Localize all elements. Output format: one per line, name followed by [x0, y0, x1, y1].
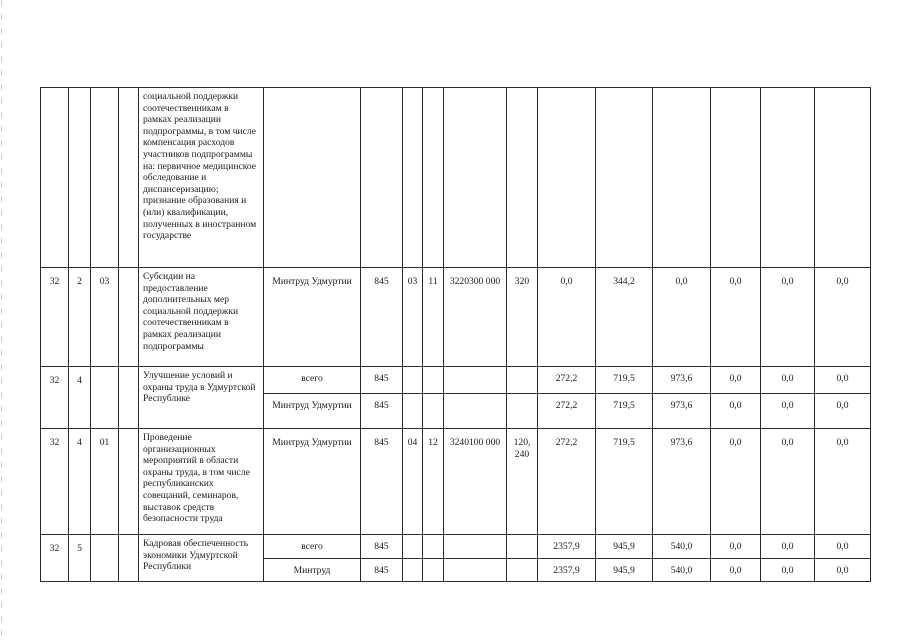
value-cell: 973,6 — [653, 367, 711, 394]
vr-code: 320 — [507, 268, 538, 367]
gp-code: 32 — [41, 429, 69, 535]
value-cell: 272,2 — [538, 394, 596, 429]
value-cell — [761, 88, 815, 268]
scan-edge-artifact — [1, 0, 2, 640]
vr-code — [507, 559, 538, 582]
description: Улучшение условий и охраны труда в Удмуртской Республике — [139, 367, 264, 429]
rz-code — [403, 394, 423, 429]
value-cell: 0,0 — [711, 535, 761, 559]
csr-code — [444, 535, 507, 559]
value-cell: 945,9 — [596, 559, 653, 582]
csr-code: 3240100 000 — [444, 429, 507, 535]
value-cell — [653, 88, 711, 268]
table-row — [41, 268, 871, 367]
pr-code: 12 — [423, 429, 444, 535]
grbs-code: 845 — [361, 394, 403, 429]
value-cell: 344,2 — [596, 268, 653, 367]
value-cell: 0,0 — [761, 559, 815, 582]
executor — [264, 88, 361, 268]
m-code — [119, 268, 139, 367]
table-row — [41, 535, 871, 559]
value-cell: 719,5 — [596, 429, 653, 535]
m-code — [119, 88, 139, 268]
value-cell: 0,0 — [653, 268, 711, 367]
grbs-code: 845 — [361, 268, 403, 367]
value-cell: 945,9 — [596, 535, 653, 559]
rz-code — [403, 535, 423, 559]
table-row — [41, 429, 871, 535]
pr-code — [423, 535, 444, 559]
om-code — [91, 88, 119, 268]
value-cell: 0,0 — [761, 394, 815, 429]
m-code — [119, 429, 139, 535]
value-cell — [538, 88, 596, 268]
value-cell: 0,0 — [761, 535, 815, 559]
value-cell: 0,0 — [815, 429, 871, 535]
gp-code — [41, 88, 69, 268]
csr-code — [444, 367, 507, 394]
executor: всего — [264, 535, 361, 559]
value-cell: 0,0 — [711, 268, 761, 367]
value-cell: 2357,9 — [538, 535, 596, 559]
value-cell: 0,0 — [761, 268, 815, 367]
value-cell: 973,6 — [653, 429, 711, 535]
vr-code — [507, 367, 538, 394]
value-cell: 0,0 — [711, 429, 761, 535]
value-cell: 0,0 — [538, 268, 596, 367]
gp-code: 32 — [41, 268, 69, 367]
pr-code — [423, 367, 444, 394]
grbs-code — [361, 88, 403, 268]
value-cell: 0,0 — [711, 367, 761, 394]
description: Проведение организационных мероприятий в области охраны труда, в том числе республиканских совещаний, семинаров, выставок средств безопасности труда — [139, 429, 264, 535]
pr-code — [423, 559, 444, 582]
grbs-code: 845 — [361, 429, 403, 535]
csr-code — [444, 88, 507, 268]
value-cell: 540,0 — [653, 535, 711, 559]
value-cell — [815, 88, 871, 268]
csr-code — [444, 394, 507, 429]
pp-code: 5 — [69, 535, 91, 582]
pr-code — [423, 88, 444, 268]
om-code — [91, 535, 119, 582]
value-cell: 0,0 — [711, 559, 761, 582]
grbs-code: 845 — [361, 559, 403, 582]
grbs-code: 845 — [361, 535, 403, 559]
value-cell: 0,0 — [761, 429, 815, 535]
executor: Минтруд Удмуртии — [264, 429, 361, 535]
value-cell: 0,0 — [815, 268, 871, 367]
rz-code — [403, 367, 423, 394]
pr-code — [423, 394, 444, 429]
executor: Минтруд — [264, 559, 361, 582]
value-cell: 272,2 — [538, 367, 596, 394]
vr-code — [507, 535, 538, 559]
rz-code: 03 — [403, 268, 423, 367]
value-cell: 973,6 — [653, 394, 711, 429]
description: Субсидии на предоставление дополнительных мер социальной поддержки соотечественникам в рамках реализации подпрограммы — [139, 268, 264, 367]
grbs-code: 845 — [361, 367, 403, 394]
table-row — [41, 88, 871, 268]
value-cell: 0,0 — [815, 535, 871, 559]
value-cell — [711, 88, 761, 268]
budget-table — [40, 87, 871, 582]
om-code: 01 — [91, 429, 119, 535]
csr-code — [444, 559, 507, 582]
table-row — [41, 367, 871, 394]
value-cell: 2357,9 — [538, 559, 596, 582]
executor: всего — [264, 367, 361, 394]
value-cell: 719,5 — [596, 367, 653, 394]
description: Кадровая обеспеченность экономики Удмуртской Республики — [139, 535, 264, 582]
description: социальной поддержки соотечественникам в рамках реализации подпрограммы, в том числе компенсация расходов участников подпрограммы на: первичное медицинское обследование и диспансеризацию; признание образования и (или) квалификации, полученных в иностранном государстве — [139, 88, 264, 268]
rz-code — [403, 88, 423, 268]
vr-code — [507, 88, 538, 268]
value-cell: 0,0 — [761, 367, 815, 394]
value-cell: 540,0 — [653, 559, 711, 582]
executor: Минтруд Удмуртии — [264, 394, 361, 429]
rz-code: 04 — [403, 429, 423, 535]
m-code — [119, 367, 139, 429]
pr-code: 11 — [423, 268, 444, 367]
om-code — [91, 367, 119, 429]
gp-code: 32 — [41, 535, 69, 582]
value-cell — [596, 88, 653, 268]
m-code — [119, 535, 139, 582]
value-cell: 0,0 — [815, 559, 871, 582]
rz-code — [403, 559, 423, 582]
pp-code — [69, 88, 91, 268]
om-code: 03 — [91, 268, 119, 367]
executor: Минтруд Удмуртии — [264, 268, 361, 367]
vr-code: 120, 240 — [507, 429, 538, 535]
gp-code: 32 — [41, 367, 69, 429]
value-cell: 0,0 — [815, 367, 871, 394]
value-cell: 0,0 — [815, 394, 871, 429]
value-cell: 0,0 — [711, 394, 761, 429]
pp-code: 4 — [69, 429, 91, 535]
vr-code — [507, 394, 538, 429]
value-cell: 272,2 — [538, 429, 596, 535]
csr-code: 3220300 000 — [444, 268, 507, 367]
value-cell: 719,5 — [596, 394, 653, 429]
pp-code: 4 — [69, 367, 91, 429]
pp-code: 2 — [69, 268, 91, 367]
